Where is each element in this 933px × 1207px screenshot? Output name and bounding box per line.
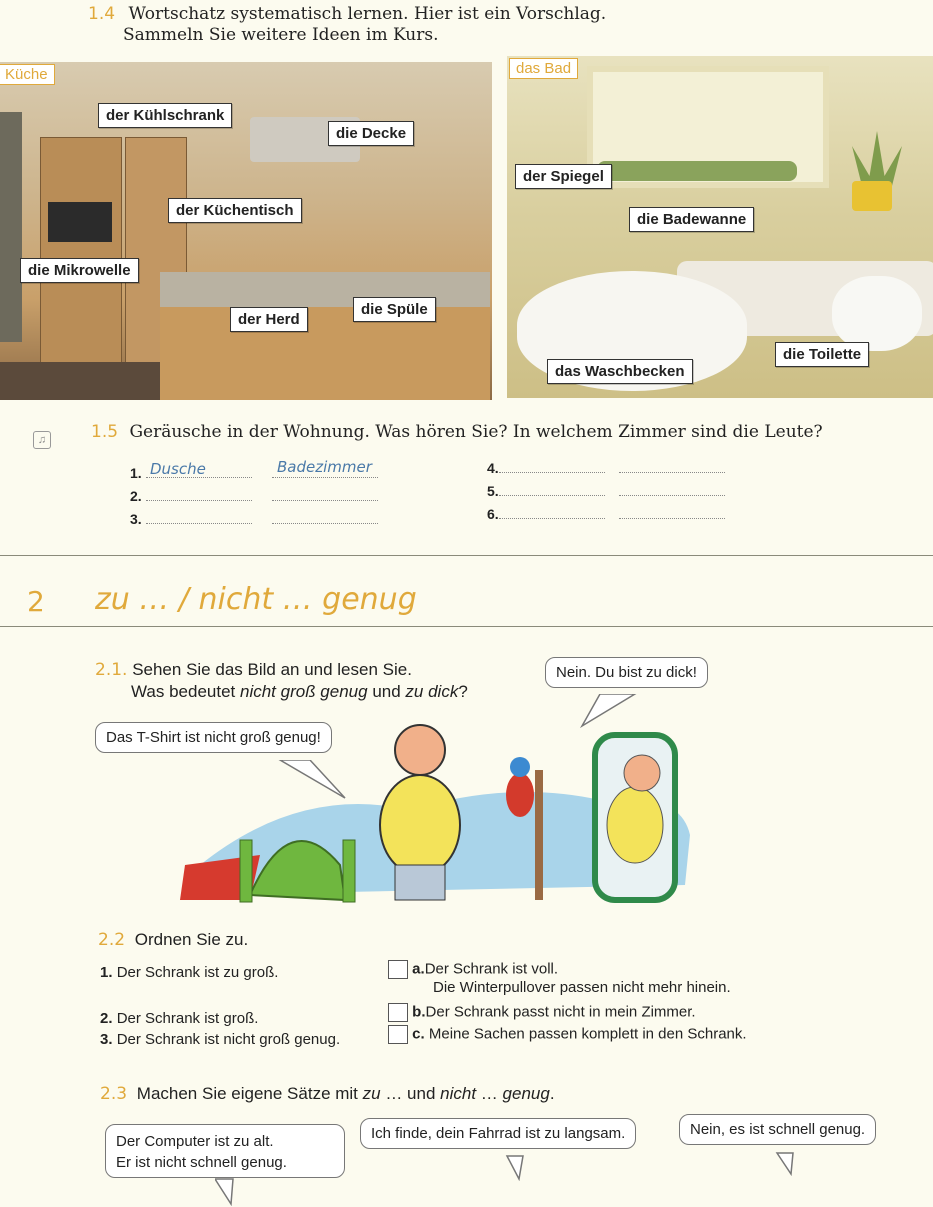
option-c [388, 1025, 747, 1044]
question-part: zu dick [405, 682, 459, 701]
answer-line[interactable] [146, 511, 252, 524]
option-a-line2: Die Winterpullover passen nicht mehr hinein. [433, 979, 731, 996]
section-rule-top [0, 555, 933, 556]
exercise-1-4-subline: Sammeln Sie weitere Ideen im Kurs. [123, 25, 439, 45]
handwritten-answer-1b: Badezimmer [277, 458, 372, 476]
answer-line[interactable] [272, 488, 378, 501]
instruction-part: Machen Sie eigene Sätze mit [136, 1084, 363, 1103]
question-part: ? [458, 682, 468, 701]
speech-tail-fahrrad [505, 1155, 531, 1181]
answer-line[interactable] [499, 460, 605, 473]
section-title: zu … / nicht … genug [95, 582, 417, 617]
speech-bubble-tshirt: Das T-Shirt ist nicht groß genug! [95, 722, 332, 753]
microwave-shape [48, 202, 112, 242]
option-text: Meine Sachen passen komplett in den Schrank. [428, 1025, 747, 1043]
answer-line[interactable] [619, 506, 725, 519]
row-number: 5. [487, 483, 499, 499]
checkbox-c[interactable] [388, 1025, 408, 1044]
option-letter: c. [412, 1025, 425, 1043]
exercise-2-3-heading [100, 1084, 555, 1104]
label-mikrowelle: die Mikrowelle [20, 258, 139, 283]
statement-text: Der Schrank ist groß. [116, 1010, 259, 1027]
window-edge-shape [0, 112, 22, 342]
statement-text: Der Schrank ist nicht groß genug. [116, 1031, 341, 1048]
option-letter: a. [412, 960, 425, 978]
option-text: Der Schrank passt nicht in mein Zimmer. [425, 1003, 696, 1021]
statement-text: Der Schrank ist zu groß. [116, 964, 279, 981]
toilet-shape [832, 276, 922, 351]
section-number: 2 [27, 585, 45, 618]
speech-tail-computer [215, 1178, 245, 1206]
bath-photo [507, 56, 933, 398]
option-a [388, 960, 558, 979]
answer-row-6 [487, 506, 725, 522]
checkbox-a[interactable] [388, 960, 408, 979]
plants-shape [597, 161, 797, 181]
exercise-number: 2.3 [100, 1084, 128, 1104]
row-number: 3. [130, 511, 142, 527]
section-rule-bottom [0, 626, 933, 627]
exercise-1-5-heading [91, 421, 823, 443]
label-toilette: die Toilette [775, 342, 869, 367]
label-kuehlschrank: der Kühlschrank [98, 103, 232, 128]
exercise-instruction: Wortschatz systematisch lernen. Hier ist ein Vorschlag. [128, 4, 607, 24]
bubble-line: Der Computer ist zu alt. [116, 1133, 274, 1150]
row-number: 4. [487, 460, 499, 476]
exercise-1-4-heading [88, 3, 606, 25]
instruction-part: … [476, 1084, 503, 1103]
label-spiegel: der Spiegel [515, 164, 612, 189]
floor-shape [0, 362, 160, 400]
exercise-2-1-heading [95, 660, 412, 680]
label-decke: die Decke [328, 121, 414, 146]
answer-row-5 [487, 483, 725, 499]
instruction-part: . [549, 1084, 555, 1103]
label-badewanne: die Badewanne [629, 207, 754, 232]
instruction-part: genug [502, 1084, 550, 1103]
answer-row-4 [487, 460, 725, 476]
exercise-number: 1.4 [88, 4, 116, 24]
statement-number: 2. [100, 1010, 113, 1027]
countertop-shape [160, 272, 490, 307]
answer-line[interactable] [619, 483, 725, 496]
statement-2 [100, 1010, 258, 1027]
bath-tag: das Bad [509, 58, 578, 79]
bubble-line: Er ist nicht schnell genug. [116, 1154, 287, 1171]
statement-1 [100, 964, 278, 981]
checkbox-b[interactable] [388, 1003, 408, 1022]
handwritten-answer-1a: Dusche [150, 460, 206, 478]
label-kuechentisch: der Küchentisch [168, 198, 302, 223]
exercise-number: 2.1. [95, 660, 128, 680]
instruction-part: … und [380, 1084, 441, 1103]
speech-tail-schnell [775, 1152, 801, 1176]
exercise-number: 2.2 [98, 930, 126, 950]
headphones-icon[interactable]: ♫ [33, 431, 51, 449]
kitchen-tag: Küche [0, 64, 55, 85]
pot-shape [852, 181, 892, 211]
row-number: 6. [487, 506, 499, 522]
exercise-instruction: Geräusche in der Wohnung. Was hören Sie? In welchem Zimmer sind die Leute? [129, 422, 823, 442]
answer-line[interactable] [499, 483, 605, 496]
question-part: nicht groß genug [240, 682, 368, 701]
statement-3 [100, 1031, 340, 1048]
option-text: Der Schrank ist voll. [424, 960, 559, 978]
answer-line[interactable] [146, 488, 252, 501]
cartoon-illustration [180, 715, 700, 910]
question-part: und [367, 682, 406, 701]
label-spuele: die Spüle [353, 297, 436, 322]
statement-number: 1. [100, 964, 113, 981]
answer-row-3 [130, 511, 378, 527]
kitchen-photo [0, 62, 492, 400]
speech-bubble-fahrrad: Ich finde, dein Fahrrad ist zu langsam. [360, 1118, 636, 1149]
instruction-part: zu [362, 1084, 381, 1103]
row-number: 1. [130, 465, 142, 481]
statement-number: 3. [100, 1031, 113, 1048]
answer-line[interactable] [272, 511, 378, 524]
answer-line[interactable] [619, 460, 725, 473]
question-part: Was bedeutet [131, 682, 240, 701]
exercise-instruction: Ordnen Sie zu. [134, 930, 249, 949]
label-herd: der Herd [230, 307, 308, 332]
answer-row-2 [130, 488, 378, 504]
option-letter: b. [412, 1003, 426, 1021]
option-b [388, 1003, 696, 1022]
exercise-2-2-heading [98, 930, 248, 950]
exercise-2-1-question [131, 682, 468, 702]
exercise-number: 1.5 [91, 422, 119, 442]
answer-line[interactable] [499, 506, 605, 519]
counter-cabinets-shape [160, 307, 490, 400]
label-waschbecken: das Waschbecken [547, 359, 693, 384]
instruction-part: nicht [440, 1084, 477, 1103]
speech-bubble-schnell: Nein, es ist schnell genug. [679, 1114, 876, 1145]
exercise-instruction: Sehen Sie das Bild an und lesen Sie. [132, 660, 412, 679]
speech-bubble-mirror: Nein. Du bist zu dick! [545, 657, 708, 688]
row-number: 2. [130, 488, 142, 504]
speech-bubble-computer [105, 1124, 345, 1178]
